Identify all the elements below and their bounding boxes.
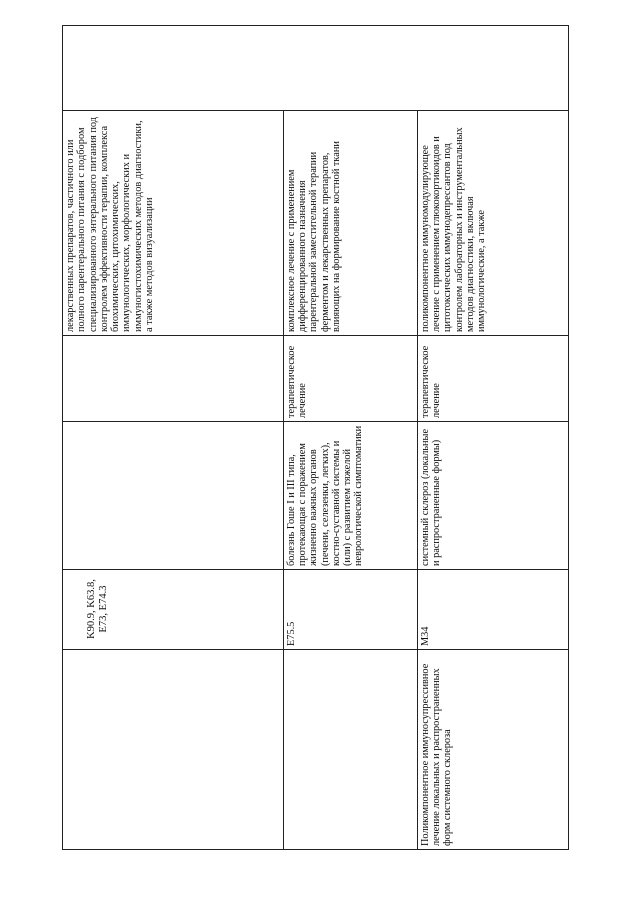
treatment-type-text: терапевтическое лечение bbox=[420, 345, 443, 418]
treatment-text: лекарственных препаратов, частичного или полного парентерального питания с подбором специализированного энтерального питания под контролем эффективности терапии, комплекса биохимических, цитохимических, иммунологических, морфологических и иммуногистохимических методов диагностики, а также методов визуализации bbox=[65, 116, 156, 332]
treatment-method-cell bbox=[418, 111, 568, 335]
patient-model-text: болезнь Гоше I и III типа, протекающая с поражением жизненно важных органов (печени, селезенки, легких), костно-суставной системы и (или) с развитием тяжелой неврологической симптоматики bbox=[286, 425, 365, 566]
treatment-type-cell bbox=[284, 336, 417, 421]
treatment-method-text: комплексное лечение с применением дифференцированного назначения парентеральной заместительной терапии ферментом и лекарственных препаратов, влияющих на формирование костной ткани bbox=[286, 141, 342, 332]
codes-cell bbox=[84, 569, 124, 649]
patient-model-cell bbox=[418, 422, 568, 569]
table-border-top bbox=[62, 25, 569, 26]
treatment-method-text: поликомпонентное иммуномодулирующее лечение с применением глюкокортикоидов и цитотоксических иммунодепрессантов под контролем лабораторных и инструментальных методов диагностики, включая иммунологические, а также bbox=[420, 127, 488, 332]
table-border-bottom bbox=[62, 849, 569, 850]
treatment-method-cell bbox=[284, 111, 417, 335]
code-cell bbox=[418, 570, 568, 649]
code-text: M34 bbox=[420, 626, 431, 646]
patient-model-text: системный склероз (локальные и распространенные формы) bbox=[420, 428, 443, 566]
care-name-text: Поликомпонентное иммуносупрессивное лечение локальных и распространенных форм системного склероза bbox=[420, 663, 454, 846]
code-cell bbox=[284, 570, 417, 649]
code-text: E75.5 bbox=[286, 621, 297, 646]
treatment-cell bbox=[63, 111, 283, 335]
treatment-type-text: терапевтическое лечение bbox=[286, 345, 309, 418]
codes-text: K90.9, K63.8, E73, E74.3 bbox=[86, 579, 109, 639]
table-border-right bbox=[568, 25, 569, 850]
care-name-cell bbox=[418, 650, 568, 849]
patient-model-cell bbox=[284, 422, 417, 569]
treatment-type-cell bbox=[418, 336, 568, 421]
